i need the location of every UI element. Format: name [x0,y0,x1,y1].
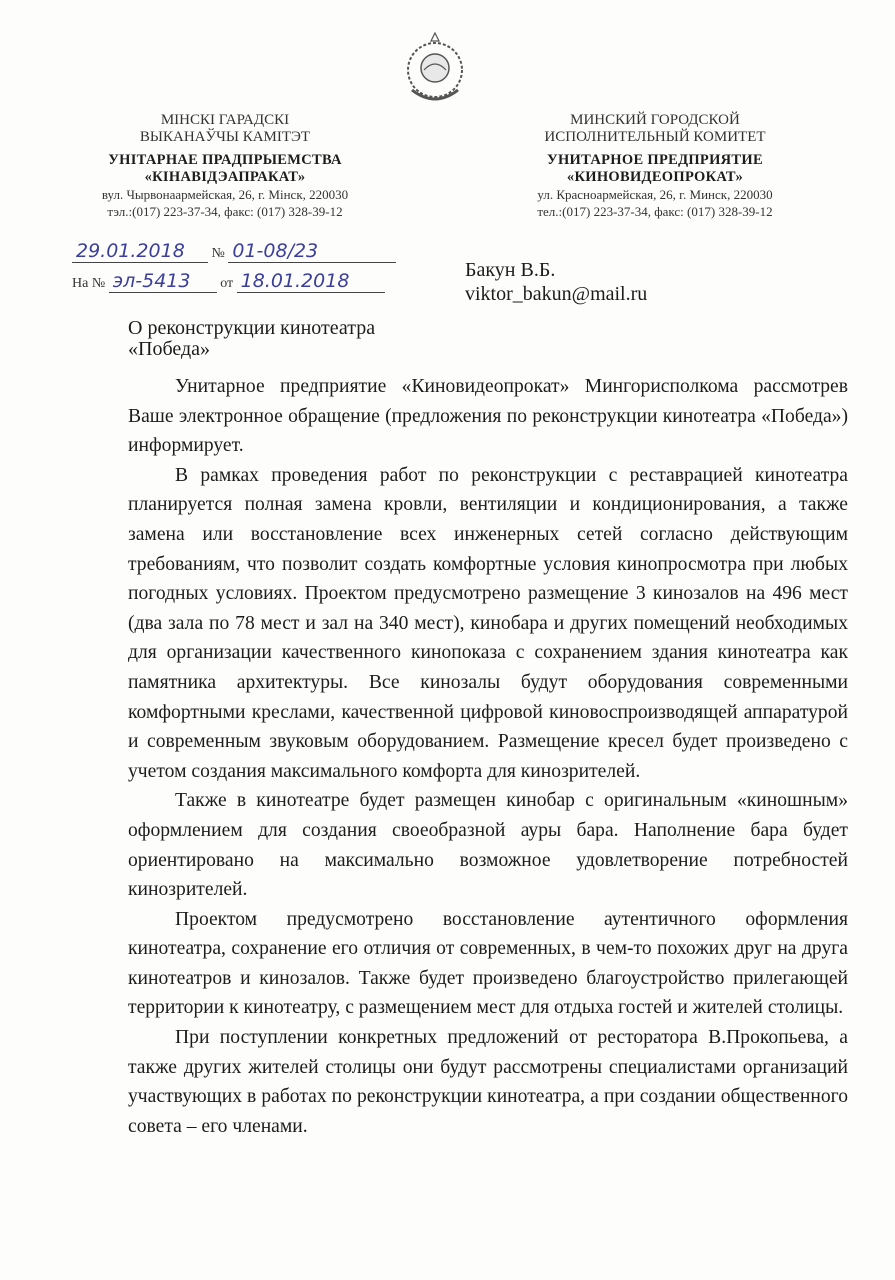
letterhead-russian [485,112,825,220]
org-name: «КІНАВІДЭАПРАКАТ» [144,169,306,185]
outgoing-number: 01-08/23 [228,240,396,263]
org-phone: тел.:(017) 223-37-34, факс: (017) 328-39-12 [537,204,773,219]
reply-label: На № [72,276,106,291]
org-phone: тэл.:(017) 223-37-34, факс: (017) 328-39-12 [107,204,343,219]
letter-body [128,372,848,1141]
org-address: ул. Красноармейская, 26, г. Минск, 220030 [537,187,773,202]
addressee-email: viktor_bakun@mail.ru [465,283,648,305]
state-emblem [400,30,470,110]
paragraph: Унитарное предприятие «Киновидеопрокат» Мингорисполкома рассмотрев Ваше электронное обращение (предложения по реконструкции кинотеатра «Победа») информирует. [128,376,848,457]
authority-line: МИНСКИЙ ГОРОДСКОЙ [570,112,740,128]
subject-line: «Победа» [128,338,211,360]
addressee-name: Бакун В.Б. [465,259,556,281]
paragraph: Также в кинотеатре будет размещен кинобар с оригинальным «киношным» оформлением для создания своеобразной ауры бара. Наполнение бара будет ориентировано на максимально возможное удовлетворение потребностей кинозрителей. [128,790,848,901]
subject-line: О реконструкции кинотеатра [128,317,376,339]
reply-number: эл-5413 [109,270,217,293]
authority-line: ИСПОЛНИТЕЛЬНЫЙ КОМИТЕТ [544,129,766,145]
authority-line: МІНСКІ ГАРАДСКІ [160,112,290,128]
paragraph: В рамках проведения работ по реконструкции с реставрацией кинотеатра планируется полная замена кровли, вентиляции и кондиционирования, а также замена или восстановление всех инженерных сетей согласно действующим требованиям, что позволит создать комфортные условия кинопросмотра при любых погодных условиях. Проектом предусмотрено размещение 3 кинозалов на 496 мест (два зала по 78 мест и зал на 340 мест), кинобара и других помещений необходимых для организации качественного кинопоказа с сохранением здания кинотеатра как памятника архитектуры. Все кинозалы будут оборудования современными комфортными креслами, качественной цифровой киновоспроизводящей аппаратурой и современным звуковым оборудованием. Размещение кресел будет произведено с учетом создания максимального комфорта для кинозрителей. [128,464,848,782]
reply-date: 18.01.2018 [237,270,385,293]
addressee [465,258,647,306]
incoming-reference [72,270,385,293]
from-label: от [220,276,234,291]
outgoing-date: 29.01.2018 [72,240,208,263]
paragraph: Проектом предусмотрено восстановление аутентичного оформления кинотеатра, сохранение его отличия от современных, в чем-то похожих друг на друга кинотеатров и кинозалов. Также будет произведено благоустройство прилегающей территории к кинотеатру, с размещением мест для отдыха гостей и жителей столицы. [128,908,848,1019]
outgoing-registration [72,240,396,263]
authority-line: ВЫКАНАЎЧЫ КАМІТЭТ [139,129,311,145]
paragraph: При поступлении конкретных предложений от ресторатора В.Прокопьева, а также других жителей столицы они будут рассмотрены специалистами организаций участвующих в работах по реконструкции кинотеатра, а при создании общественного совета – его членами. [128,1027,848,1137]
org-name: УНІТАРНАЕ ПРАДПРЫЕМСТВА [108,152,342,168]
letterhead-belarusian [75,112,375,220]
number-label: № [211,246,225,261]
org-name: «КИНОВИДЕОПРОКАТ» [566,169,744,185]
org-address: вул. Чырвонаармейская, 26, г. Мінск, 220030 [101,187,349,202]
org-name: УНИТАРНОЕ ПРЕДПРИЯТИЕ [547,152,763,168]
subject [128,318,375,360]
